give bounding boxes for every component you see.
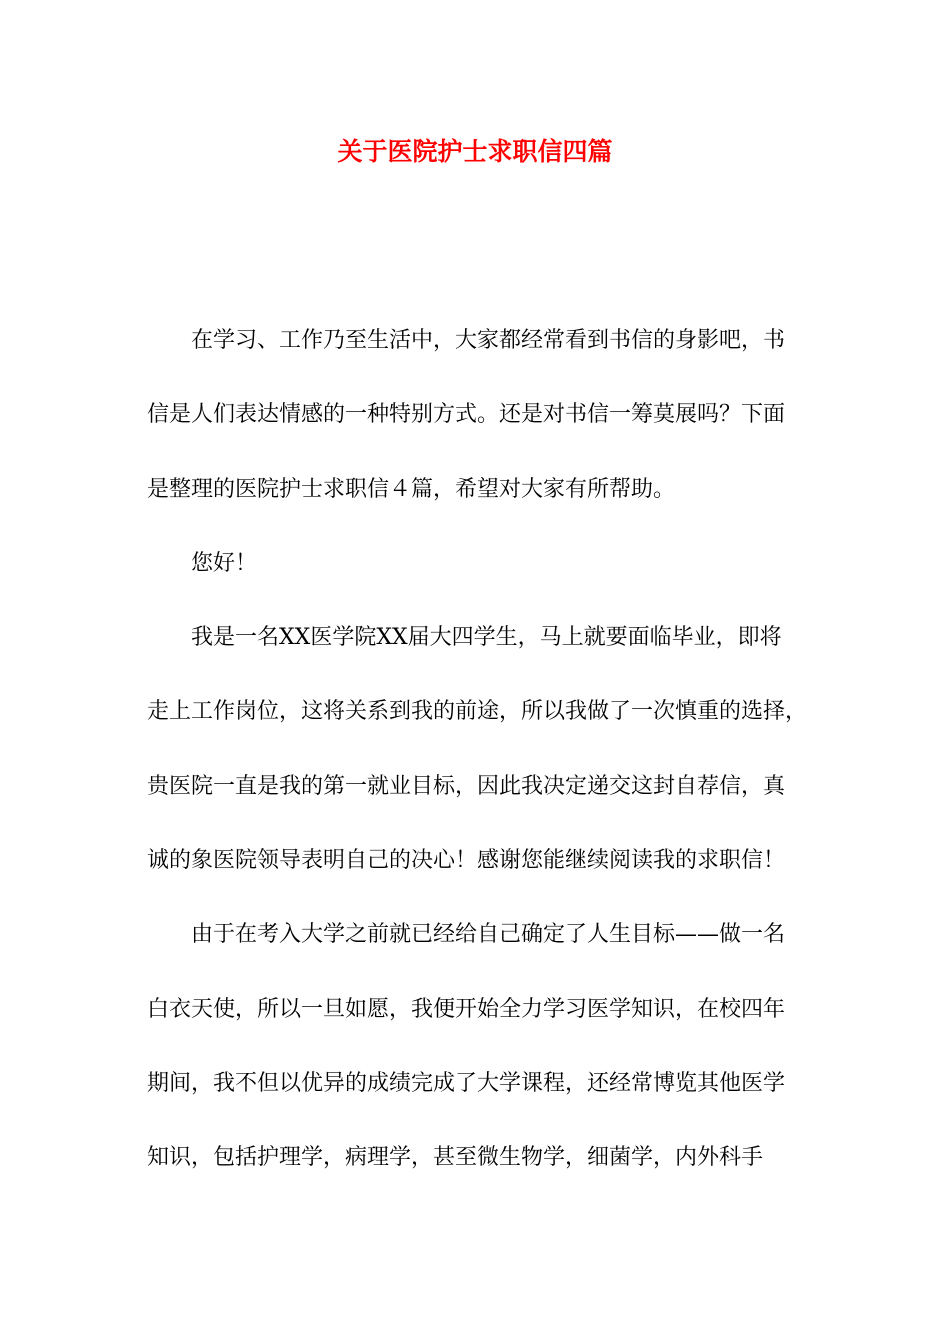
paragraph-line: 是整理的医院护士求职信４篇，希望对大家有所帮助。 (147, 476, 676, 502)
paragraph-line: 由于在考入大学之前就已经给自己确定了人生目标——做一名 (191, 922, 786, 948)
paragraph-study (147, 914, 807, 1211)
paragraph-line: 走上工作岗位，这将关系到我的前途，所以我做了一次慎重的选择， (147, 699, 807, 725)
paragraph-line: 诚的象医院领导表明自己的决心！感谢您能继续阅读我的求职信！ (147, 848, 786, 874)
paragraph-line: 我是一名XX医学院XX届大四学生，马上就要面临毕业，即将 (191, 625, 782, 651)
paragraph-greeting (147, 543, 807, 617)
paragraph-line: 贵医院一直是我的第一就业目标，因此我决定递交这封自荐信，真 (147, 773, 786, 799)
paragraph-line: 您好！ (191, 550, 258, 576)
paragraph-line: 信是人们表达情感的一种特别方式。还是对书信一筹莫展吗？下面 (147, 402, 786, 428)
paragraph-intro (147, 320, 807, 543)
paragraph-line: 白衣天使，所以一旦如愿，我便开始全力学习医学知识，在校四年 (147, 996, 786, 1022)
paragraph-line: 知识，包括护理学，病理学，甚至微生物学，细菌学，内外科手 (147, 1145, 764, 1171)
page-title: 关于医院护士求职信四篇 (337, 137, 613, 166)
paragraph-line: 在学习、工作乃至生活中，大家都经常看到书信的身影吧，书 (191, 328, 786, 353)
paragraph-line: 期间，我不但以优异的成绩完成了大学课程，还经常博览其他医学 (147, 1070, 786, 1096)
paragraph-self-intro (147, 617, 807, 914)
document-body (147, 320, 807, 1212)
